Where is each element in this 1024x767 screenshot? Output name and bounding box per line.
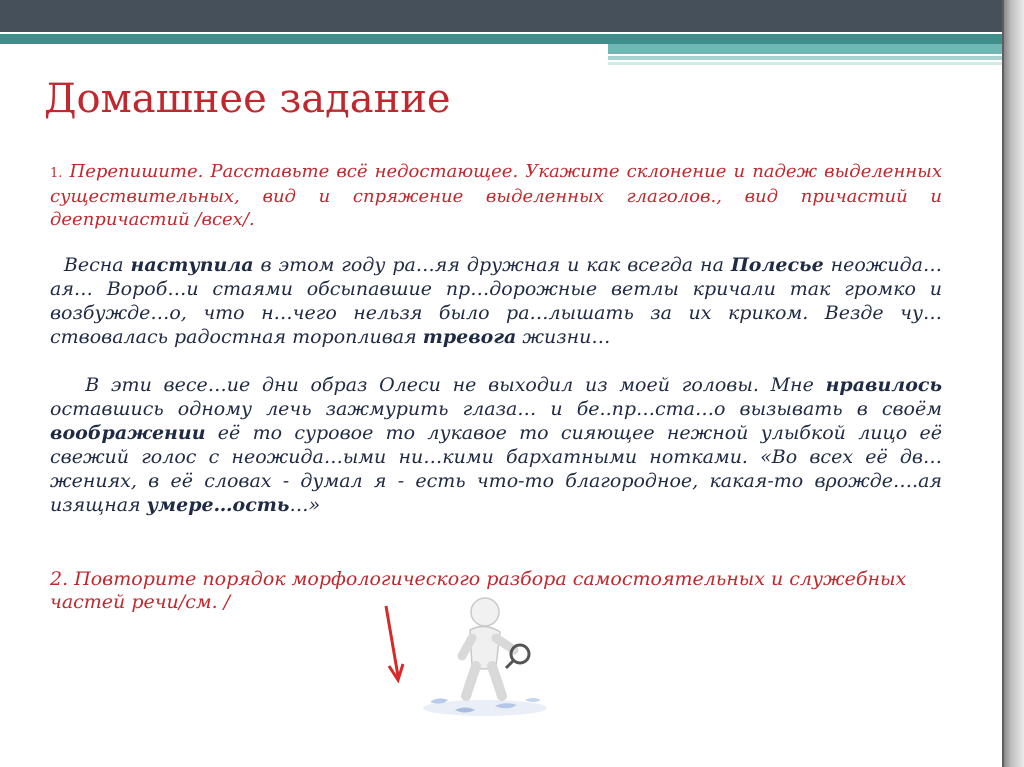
slide-title: Домашнее задание xyxy=(44,76,451,122)
teal-band xyxy=(0,34,1004,44)
p1-highlight-2: Полесье xyxy=(730,254,824,276)
p2-highlight-1: нравилось xyxy=(825,374,942,396)
task-2: 2. Повторите порядок морфологического разбора самостоятельных и служебных частей речи/см. / xyxy=(50,568,907,613)
p2-text-3: её то суровое то лукавое то сияющее нежной улыбкой лицо её свежий голос с неожида…ыми ни…кими бархатными нотками. «Во всех её дв…жениях, в её словах - думал я - есть что-то благородное, какая-то вρожде….ая изящная xyxy=(50,422,942,516)
p1-highlight-1: наступила xyxy=(130,254,254,276)
p2-text-2: оставшись одному лечь зажмурить глаза… и бе..пр…ста…о вызывать в своём xyxy=(50,398,942,420)
p1-text-1: Весна xyxy=(63,254,131,276)
slide-side-shadow xyxy=(1004,0,1024,767)
person-with-magnifier-icon xyxy=(400,590,560,720)
task-1 xyxy=(50,160,942,231)
p1-text-4: жизни… xyxy=(516,326,611,348)
top-bar xyxy=(0,0,1024,32)
teal-band-lighter xyxy=(608,56,1004,60)
p1-highlight-3: тревога xyxy=(422,326,517,348)
exercise-paragraph-2 xyxy=(50,373,942,517)
p2-highlight-2: воображении xyxy=(50,422,206,444)
p2-text-1: В эти весе…ие дни образ Олеси не выходил из моей головы. Мне xyxy=(85,374,826,396)
task-1-text: Перепишите. Расставьте всё недостающее. Укажите склонение и падеж выделенных существительных, вид и спряжение выделенных глаголов., вид причастий и деепричастий /всех/. xyxy=(50,161,942,230)
p1-text-2: в этом году ра…яя дружная и как всегда на xyxy=(253,254,731,276)
task-1-number: 1. xyxy=(50,166,63,181)
teal-band-light xyxy=(608,44,1004,54)
p2-text-4: …» xyxy=(289,494,321,516)
exercise-paragraph-1 xyxy=(50,253,942,349)
p1-text-3: неожида…ая… Вороб…и стаями обсыпавшие пр…дорожные ветлы кричали так громко и возбужде…о, что н…чего нельзя было ра…лышать за их криком. Везде чу…ствовалась радостная торопливая xyxy=(50,254,942,348)
p2-highlight-3: умере…ость xyxy=(146,494,290,516)
teal-band-lightest xyxy=(608,62,1004,65)
